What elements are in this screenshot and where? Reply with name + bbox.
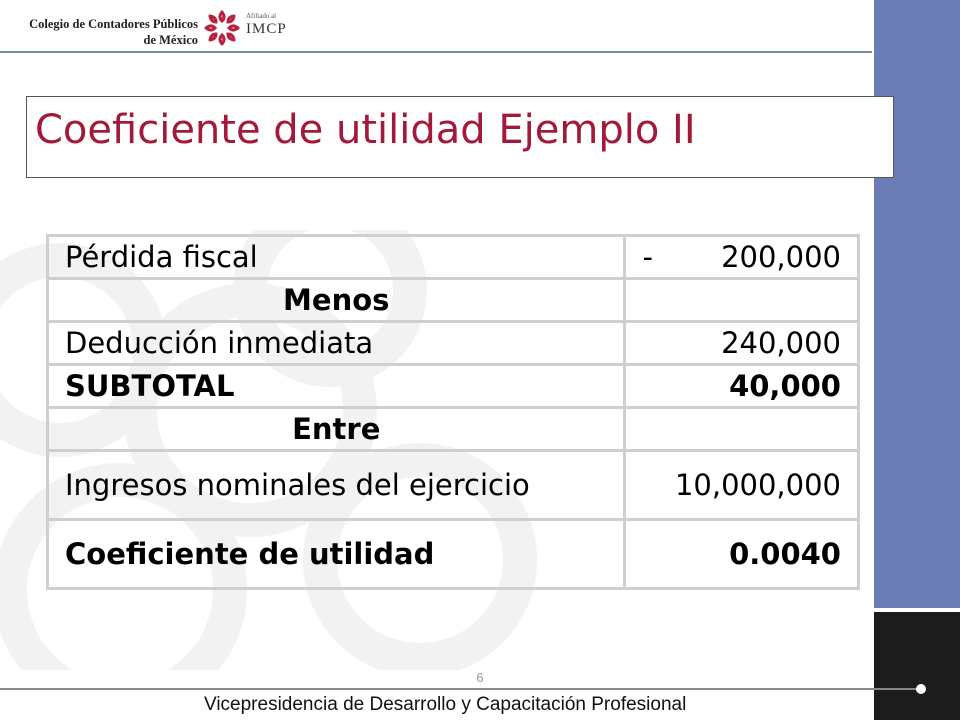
header-divider bbox=[0, 51, 872, 53]
affiliation-block bbox=[246, 12, 287, 38]
title-box bbox=[26, 96, 894, 178]
row-value: 10,000,000 bbox=[625, 451, 859, 520]
affiliation-name: IMCP bbox=[246, 21, 287, 37]
table-row bbox=[48, 322, 859, 365]
footer-text: Vicepresidencia de Desarrollo y Capacitación Profesional bbox=[204, 694, 687, 715]
row-value bbox=[625, 279, 859, 322]
calculation-table bbox=[46, 234, 860, 590]
slide-header bbox=[0, 0, 872, 54]
sidebar-accent bbox=[874, 0, 960, 608]
organization-name bbox=[6, 16, 198, 48]
organization-name-line1: Colegio de Contadores Públicos bbox=[29, 17, 198, 31]
table-row bbox=[48, 408, 859, 451]
row-value bbox=[625, 408, 859, 451]
row-sign: - bbox=[642, 240, 653, 274]
row-label: SUBTOTAL bbox=[48, 365, 625, 408]
row-label: Ingresos nominales del ejercicio bbox=[48, 451, 625, 520]
row-value: 0.0040 bbox=[625, 520, 859, 589]
row-label: Deducción inmediata bbox=[48, 322, 625, 365]
affiliation-label: Afiliado al bbox=[246, 12, 277, 20]
flower-logo-icon bbox=[202, 8, 242, 48]
slide-title: Coeficiente de utilidad Ejemplo II bbox=[35, 107, 696, 153]
table-row bbox=[48, 279, 859, 322]
row-label: Pérdida fiscal bbox=[48, 236, 625, 279]
row-value: 200,000 bbox=[721, 240, 841, 274]
row-label: Coeficiente de utilidad bbox=[48, 520, 625, 589]
footer-divider bbox=[0, 688, 920, 690]
organization-name-line2: de México bbox=[143, 33, 198, 47]
row-value: 40,000 bbox=[625, 365, 859, 408]
page-number: 6 bbox=[476, 670, 484, 685]
row-value: 240,000 bbox=[625, 322, 859, 365]
row-label: Menos bbox=[48, 279, 625, 322]
table-row bbox=[48, 451, 859, 520]
row-value-cell bbox=[625, 236, 859, 279]
table-row bbox=[48, 365, 859, 408]
sidebar-dark-block bbox=[874, 612, 960, 720]
table-row bbox=[48, 520, 859, 589]
footer-dot-icon bbox=[916, 684, 926, 694]
table-row bbox=[48, 236, 859, 279]
row-label: Entre bbox=[48, 408, 625, 451]
